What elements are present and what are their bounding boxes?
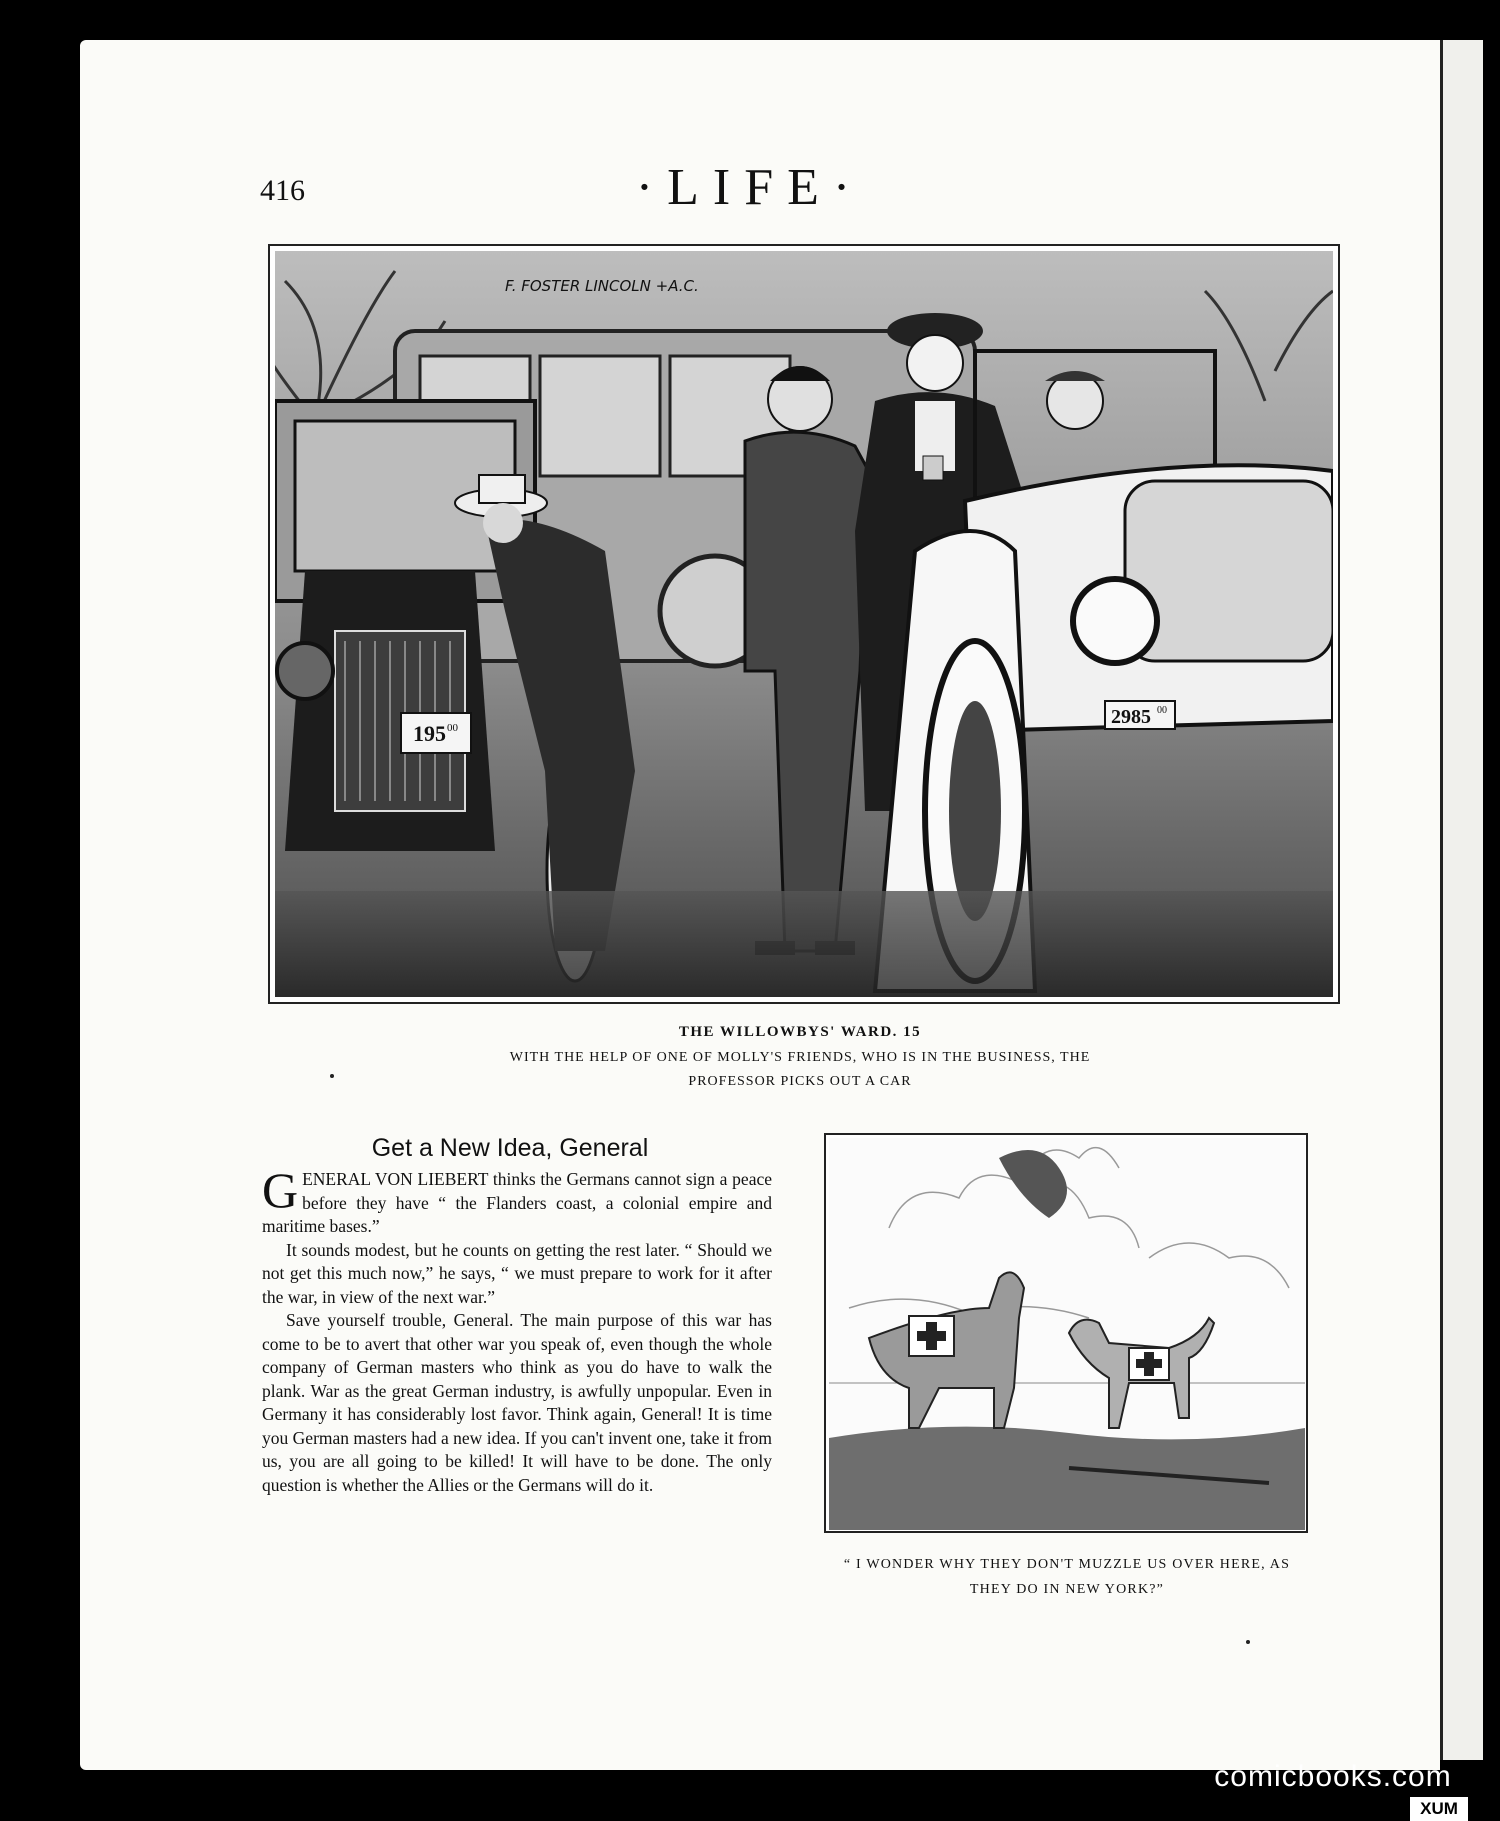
site-watermark: comicbooks.com	[1214, 1760, 1452, 1793]
drop-cap: G	[262, 1162, 299, 1218]
article-body	[262, 1162, 772, 1497]
cartoon-drawing	[829, 1138, 1305, 1530]
article-paragraph-3: Save yourself trouble, General. The main purpose of this war has come to be to avert that other war you speak of, even though the whole company of German masters who think as you do have to walk the plank. War as the great German industry, is awfully unpopular. Even in Germany it has considerably lost favor. Think again, General! It is time you German masters had a new idea. If you can't invent one, take it from us, you are all going to be killed! It will have to be done. The only question is whether the Allies or the Germans will do it.	[262, 1310, 772, 1495]
watermark-tag: XUM	[1410, 1797, 1468, 1821]
illustration-caption-line-2: PROFESSOR PICKS OUT A CAR	[688, 1074, 912, 1089]
paragraph-1-text: ENERAL VON LIEBERT thinks the Germans cannot sign a peace before they have “ the Flanders coast, a colonial empire and maritime bases.”	[262, 1169, 772, 1236]
illustration-drawing	[275, 251, 1333, 997]
right-price-text: 2985	[1111, 706, 1151, 728]
left-price-cents: 00	[447, 722, 458, 734]
red-cross-dogs-cartoon	[824, 1133, 1308, 1533]
right-price-cents: 00	[1157, 705, 1167, 716]
illustration-caption-line-1: WITH THE HELP OF ONE OF MOLLY'S FRIENDS, WHO IS IN THE BUSINESS, THE	[509, 1050, 1091, 1065]
ink-speck	[1246, 1640, 1250, 1644]
ink-speck	[330, 1074, 334, 1078]
cartoon-caption-line-1: “ I WONDER WHY THEY DON'T MUZZLE US OVER HERE, AS	[843, 1557, 1291, 1572]
article-paragraph-2: It sounds modest, but he counts on getting the rest later. “ Should we not get this much now,” he says, “ we must prepare to work for it after the war, in view of the next war.”	[262, 1239, 772, 1307]
next-page-edge	[1440, 40, 1483, 1760]
ground	[829, 1427, 1305, 1530]
article-paragraph-1	[262, 1162, 772, 1239]
page-number: 416	[260, 174, 305, 207]
left-price-text: 195	[413, 721, 446, 746]
artist-signature: F. FOSTER LINCOLN +A.C.	[505, 277, 699, 295]
masthead-title: ·LIFE·	[635, 159, 865, 216]
article-heading: Get a New Idea, General	[371, 1134, 649, 1162]
car-showroom-illustration	[268, 244, 1340, 1004]
cartoon-caption-line-2: THEY DO IN NEW YORK?”	[969, 1582, 1165, 1597]
illustration-caption-title: THE WILLOWBYS' WARD. 15	[678, 1024, 922, 1040]
cartoon-caption	[820, 1552, 1314, 1602]
